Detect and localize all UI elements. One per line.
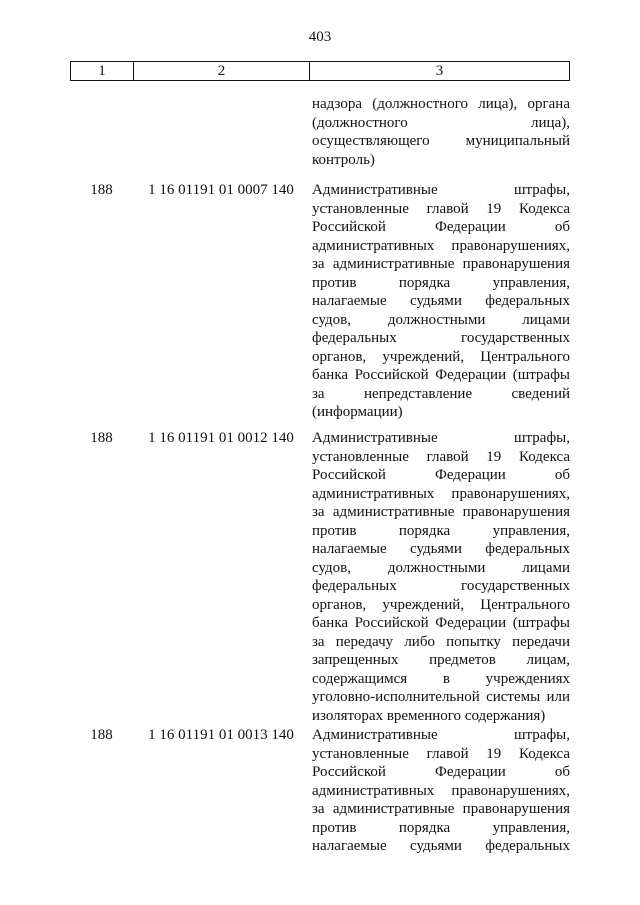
header-col-2: 2 [134, 62, 310, 80]
description-line: федеральных государственных [312, 578, 570, 594]
page-number: 403 [308, 29, 332, 45]
description-line: против порядка управления, [312, 274, 570, 291]
row-description [312, 95, 570, 169]
description-line: административных правонарушениях, [312, 485, 570, 502]
description-line: федеральных государственных [312, 330, 570, 346]
description-line: за административные правонарушения [312, 801, 570, 817]
description-line: установленные главой 19 Кодекса [312, 448, 570, 465]
row-code: 1 16 01191 01 0007 140 [148, 182, 294, 198]
description-line: против порядка управления, [312, 522, 570, 539]
description-line: за передачу либо попытку передачи [312, 633, 570, 650]
description-line: Российской Федерации об [312, 219, 570, 235]
description-line: налагаемые судьями федеральных [312, 541, 570, 557]
row-description [312, 181, 570, 422]
description-line: Административные штрафы, [312, 182, 570, 198]
description-line: органов, учреждений, Центрального [312, 596, 570, 613]
description-line: запрещенных предметов лицам, [312, 652, 570, 668]
description-line: Российской Федерации об [312, 467, 570, 483]
header-col-3: 3 [435, 63, 444, 79]
description-line: налагаемые судьями федеральных [312, 293, 570, 309]
description-line: контроль) [312, 151, 375, 168]
description-line: судов, должностными лицами [312, 311, 570, 328]
row-number: 188 [90, 430, 113, 446]
description-line: Административные штрафы, [312, 430, 570, 446]
description-line: банка Российской Федерации (штрафы [312, 615, 570, 631]
description-line: за непредставление сведений [312, 385, 570, 402]
description-line: установленные главой 19 Кодекса [312, 200, 570, 217]
description-line: банка Российской Федерации (штрафы [312, 367, 570, 383]
header-col-1: 1 [71, 62, 134, 80]
description-line: уголовно-исполнительной системы или [312, 689, 570, 705]
description-line: административных правонарушениях, [312, 237, 570, 254]
description-line: (должностного лица), [312, 114, 570, 131]
description-line: против порядка управления, [312, 819, 570, 836]
row-code: 1 16 01191 01 0012 140 [148, 430, 294, 446]
description-line: осуществляющего муниципальный [312, 133, 570, 149]
description-line: административных правонарушениях, [312, 782, 570, 799]
row-code: 1 16 01191 01 0013 140 [148, 727, 294, 743]
description-line: изоляторах временного содержания) [312, 707, 546, 724]
description-line: судов, должностными лицами [312, 559, 570, 576]
row-number: 188 [90, 182, 113, 198]
description-line: установленные главой 19 Кодекса [312, 745, 570, 762]
description-line: Российской Федерации об [312, 764, 570, 780]
description-line: за административные правонарушения [312, 504, 570, 520]
row-description [312, 726, 570, 856]
description-line: Административные штрафы, [312, 727, 570, 743]
description-line: налагаемые судьями федеральных [312, 838, 570, 854]
table-header [70, 61, 570, 81]
description-line: органов, учреждений, Центрального [312, 348, 570, 365]
description-line: содержащимся в учреждениях [312, 670, 570, 687]
row-number: 188 [90, 727, 113, 743]
description-line: надзора (должностного лица), органа [312, 96, 570, 112]
row-description [312, 429, 570, 725]
description-line: за административные правонарушения [312, 256, 570, 272]
description-line: (информации) [312, 404, 403, 420]
